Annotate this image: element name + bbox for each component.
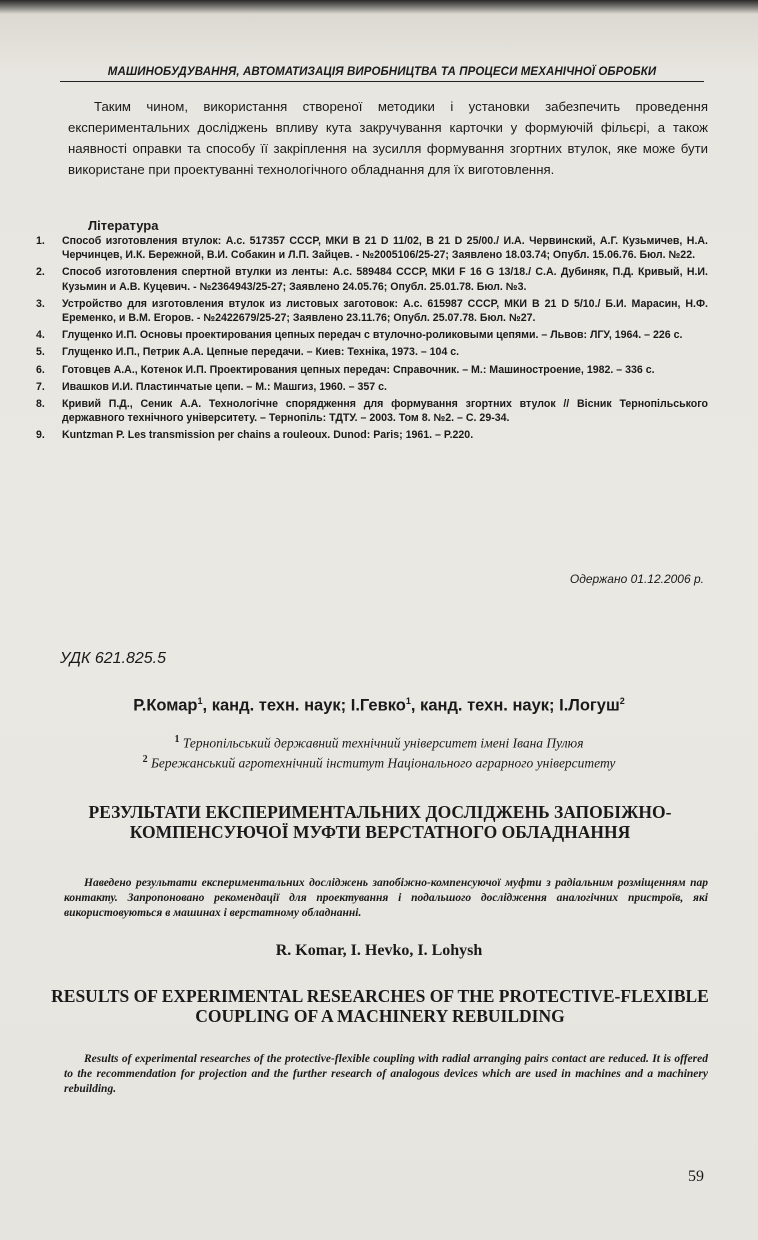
reference-item: 9. Kuntzman P. Les transmission per chains a rouleoux. Dunod: Paris; 1961. – P.220. bbox=[36, 429, 474, 442]
reference-list bbox=[36, 234, 708, 446]
page-number: 59 bbox=[688, 1168, 704, 1185]
udk-code: УДК 621.825.5 bbox=[60, 650, 167, 667]
article-title-en: RESULTS OF EXPERIMENTAL RESEARCHES OF THE PROTECTIVE-FLEXIBLE COUPLING OF A MACHINERY REBUILDING bbox=[51, 986, 709, 1026]
reference-item: 1. Способ изготовления втулок: А.с. 517357 СССР, МКИ В 21 D 11/02, В 21 D 25/00./ И.А. Червинский, А.Г. Кузьмичев, Н.А. Черчинцев, И.К. Бережной, В.И. Собакин и Л.П. Зайцев. - №2005106/25-27; Заявлено 18.03.74; Опубл. 15.06.76. Бюл. №22. bbox=[36, 235, 708, 262]
reference-item: 8. Кривий П.Д., Сеник А.А. Технологічне спорядження для формування згортних втулок // Вісник Тернопільського державного технічного університету. – Тернопіль: ТДТУ. – 2003. Том 8. №2. – С. 29-34. bbox=[36, 398, 708, 425]
author-name: І.Гевко bbox=[350, 696, 406, 715]
abstract-ua: Наведено результати експериментальних досліджень запобіжно-компенсуючої муфти з радіальним розміщенням пар контакту. Запропоновано рекомендації для проектування і подальшого дослідження аналогічних пристроїв, які використовуються в машинах і верстатному обладнанні. bbox=[64, 877, 708, 919]
reference-item: 6. Готовцев А.А., Котенок И.П. Проектирования цепных передач: Справочник. – М.: Машиностроение, 1982. – 336 с. bbox=[36, 363, 655, 376]
literature-heading: Література bbox=[88, 218, 159, 233]
reference-item: 2. Способ изготовления спертной втулки из ленты: А.с. 589484 СССР, МКИ F 16 G 13/18./ С.А. Дубиняк, П.Д. Кривый, Н.И. Кузьмин и А.В. Куцевич. - №2364943/25-27; Заявлено 24.05.76; Опубл. 25.01.78. Бюл. №3. bbox=[36, 266, 708, 293]
affiliation-2: $^2$ Бережанський агротехнічний інститут Національного аграрного університету bbox=[142, 754, 616, 771]
author-name: Р.Комар bbox=[133, 696, 198, 715]
reference-item: 4. Глущенко И.П. Основы проектирования цепных передач с втулочно-роликовыми цепями. – Львов: ЛГУ, 1964. – 226 с. bbox=[36, 329, 683, 342]
running-header: МАШИНОБУДУВАННЯ, АВТОМАТИЗАЦІЯ ВИРОБНИЦТВА ТА ПРОЦЕСИ МЕХАНІЧНОЇ ОБРОБКИ bbox=[60, 66, 704, 82]
reference-item: 5. Глущенко И.П., Петрик А.А. Цепные передачи. – Киев: Техніка, 1973. – 104 с. bbox=[36, 346, 460, 359]
article-title-ua: РЕЗУЛЬТАТИ ЕКСПЕРИМЕНТАЛЬНИХ ДОСЛІДЖЕНЬ ЗАПОБІЖНО-КОМПЕНСУЮЧОЇ МУФТИ ВЕРСТАТНОГО ОБЛАДНАННЯ bbox=[88, 802, 672, 842]
authors-en: R. Komar, I. Hevko, I. Lohysh bbox=[275, 942, 483, 959]
abstract-en: Results of experimental researches of the protective-flexible coupling with radial arranging pairs contact are reduced. It is offered to the recommendation for projection and the further research of analogous devices which are used in machines and a machinery rebuilding. bbox=[64, 1053, 708, 1095]
intro-paragraph: Таким чином, використання створеної методики і установки забезпечить проведення експериментальних досліджень впливу кута закручування карточки у формуючій фільєрі, а також наявності оправки та способу її закріплення на зусилля формування згортних втулок, яке може бути використане при проектуванні технологічного обладнання для їх виготовлення. bbox=[68, 99, 708, 177]
scan-edge-shadow bbox=[0, 0, 758, 14]
reference-item: 3. Устройство для изготовления втулок из листовых заготовок: А.с. 615987 СССР, МКИ В 21 D 5/10./ Б.И. Марасин, Н.Ф. Еременко, и В.М. Егоров. - №2422679/25-27; Заявлено 23.11.76; Опубл. 25.07.78. Бюл. №27. bbox=[36, 297, 708, 325]
author-name: І.Логуш bbox=[559, 696, 620, 715]
reference-item: 7. Ивашков И.И. Пластинчатые цепи. – М.: Машгиз, 1960. – 357 с. bbox=[36, 380, 387, 393]
received-date: Одержано 01.12.2006 р. bbox=[569, 572, 704, 586]
authors-ua: Р.Комар$^1$, канд. техн. наук; І.Гевко$^1$, канд. техн. наук; І.Логуш$^2$ bbox=[133, 696, 625, 715]
affiliation-1: $^1$ Тернопільський державний технічний університет імені Івана Пулюя bbox=[174, 734, 584, 751]
